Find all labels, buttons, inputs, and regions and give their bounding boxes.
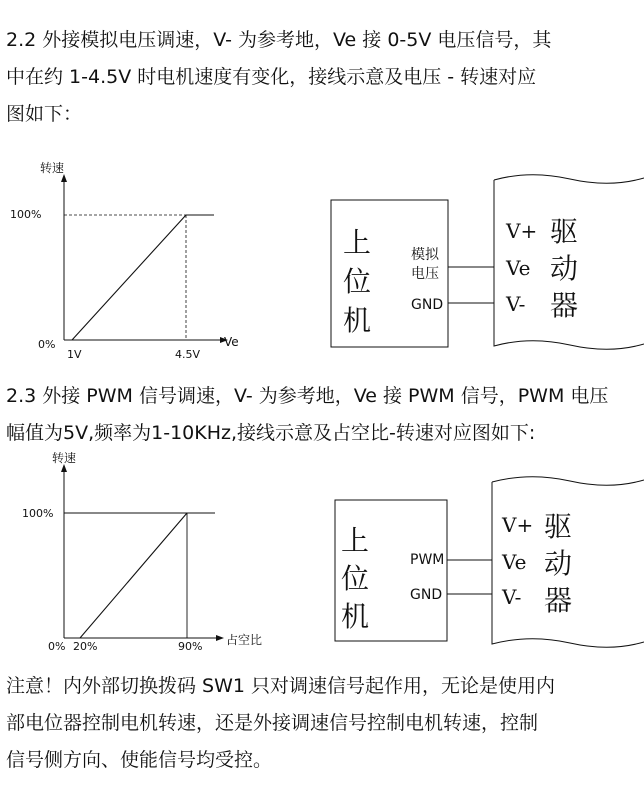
signal-label-pwm: PWM <box>410 552 445 568</box>
x-axis-arrow <box>216 635 224 641</box>
text-line: 图如下： <box>6 103 83 125</box>
signal-label-gnd: GND <box>410 587 443 603</box>
text-line: 部电位器控制电机转速，还是外接调速信号控制电机转速，控制 <box>6 712 539 734</box>
figure-voltage <box>0 150 644 365</box>
driver-char: 驱 <box>550 215 579 248</box>
y-axis-label: 转速 <box>52 452 77 465</box>
driver-pin: V+ <box>502 513 534 537</box>
driver-char: 动 <box>550 252 579 285</box>
speed-ramp <box>80 513 187 638</box>
signal-label-gnd: GND <box>411 297 444 313</box>
x-tick-start: 20% <box>73 640 98 653</box>
driver-char: 动 <box>544 547 573 580</box>
x-axis-label: Ve <box>224 335 239 349</box>
y-axis-arrow <box>61 174 67 182</box>
signal-label-voltage: 电压 <box>411 266 439 282</box>
wiring-diagram-voltage <box>331 175 644 350</box>
host-char: 机 <box>343 304 372 337</box>
x-tick-start: 1V <box>67 348 82 361</box>
x-tick-end: 4.5V <box>175 348 201 361</box>
y-axis-label: 转速 <box>40 161 65 175</box>
note-text <box>6 668 642 779</box>
host-char: 上 <box>341 524 370 557</box>
y-axis-arrow <box>61 464 67 472</box>
text-line: 信号侧方向、使能信号均受控。 <box>6 749 273 771</box>
section-2-2-text <box>6 22 642 133</box>
text-line: 幅值为5V,频率为1-10KHz,接线示意及占空比-转速对应图如下: <box>6 422 536 444</box>
text-line: 中在约 1-4.5V 时电机速度有变化，接线示意及电压 - 转速对应 <box>6 66 537 88</box>
figure-pwm <box>0 452 644 662</box>
driver-char: 器 <box>550 289 579 322</box>
y-tick-bottom: 0% <box>38 338 56 351</box>
host-char: 位 <box>343 265 372 298</box>
host-char: 上 <box>343 226 372 259</box>
driver-pin: Ve <box>502 550 527 574</box>
section-2-3-text <box>6 378 642 452</box>
y-tick-top: 100% <box>22 507 54 520</box>
signal-label-analog: 模拟 <box>411 247 439 263</box>
host-char: 机 <box>341 600 370 633</box>
driver-pin: V+ <box>506 219 538 243</box>
text-line: 注意！内外部切换拨码 SW1 只对调速信号起作用，无论是使用内 <box>6 675 556 697</box>
duty-speed-chart <box>22 452 262 653</box>
voltage-speed-chart <box>10 160 239 361</box>
driver-pin: V- <box>506 292 526 316</box>
wiring-diagram-pwm <box>335 477 644 648</box>
host-char: 位 <box>341 562 370 595</box>
driver-pin: Ve <box>506 256 531 280</box>
speed-ramp <box>72 215 186 340</box>
y-tick-top: 100% <box>10 208 42 221</box>
driver-pin: V- <box>502 585 522 609</box>
text-line: 2.3 外接 PWM 信号调速，V- 为参考地，Ve 接 PWM 信号，PWM 电压 <box>6 385 609 407</box>
x-tick-end: 90% <box>178 640 203 653</box>
driver-char: 驱 <box>544 510 573 543</box>
y-tick-bottom: 0% <box>48 640 66 653</box>
x-axis-label: 占空比 <box>226 633 263 647</box>
text-line: 2.2 外接模拟电压调速，V- 为参考地，Ve 接 0-5V 电压信号，其 <box>6 29 552 51</box>
driver-char: 器 <box>544 584 573 617</box>
